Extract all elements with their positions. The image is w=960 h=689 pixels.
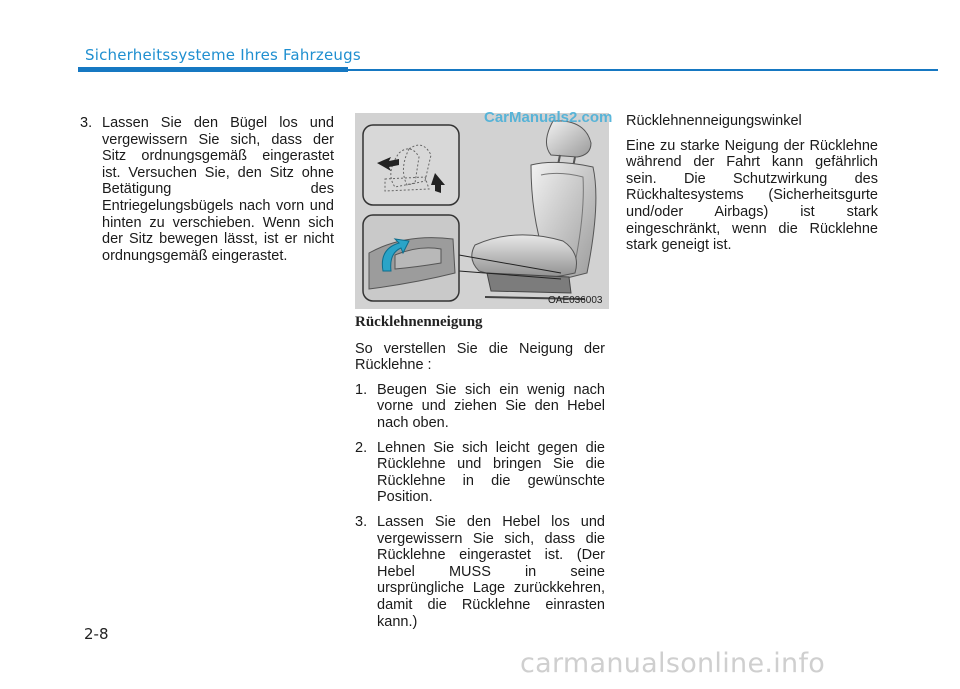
column-middle	[355, 314, 605, 638]
warning-text: Eine zu starke Neigung der Rücklehne während der Fahrt kann gefährlich sein. Die Schutzwirkung des Rückhaltesystems (Sicherheitsgurte und/oder Airbags) ist stark eingeschränkt, wenn die Rücklehne stark geneigt ist.	[626, 137, 878, 254]
figure-code: OAE036003	[548, 295, 603, 306]
figure-watermark: CarManuals2.com	[484, 109, 613, 126]
subsection-title: Rücklehnenneigungswinkel	[626, 113, 802, 129]
footer-watermark: carmanualsonline.info	[520, 648, 826, 679]
step-item	[355, 382, 605, 432]
step-number: 3.	[355, 513, 368, 530]
intro-text: So verstellen Sie die Neigung der Rücklehne :	[355, 340, 605, 374]
seat-drawing	[355, 113, 609, 309]
step-text: Lassen Sie den Bügel los und vergewissern Sie sich, dass der Sitz ordnungsgemäß eingerastet ist. Versuchen Sie, den Sitz ohne Betätigung des Entriegelungsbügels nach vorn und hinten zu verschieben. Wenn sich der Sitz bewegen lässt, ist er nicht ordnungsgemäß eingerastet.	[102, 115, 334, 264]
step-number: 3.	[80, 115, 93, 131]
step-number: 1.	[355, 381, 368, 398]
seat-illustration	[355, 113, 609, 309]
column-left	[80, 115, 334, 272]
header-rule-thin	[348, 69, 938, 71]
step-text: Lehnen Sie sich leicht gegen die Rücklehne und bringen Sie die Rücklehne in die gewünschte Position.	[377, 439, 605, 506]
header-rule-thick	[78, 67, 348, 72]
section-heading: Rücklehnenneigung	[355, 314, 483, 330]
page-number: 2-8	[84, 625, 109, 643]
step-text: Beugen Sie sich ein wenig nach vorne und ziehen Sie den Hebel nach oben.	[377, 381, 605, 431]
step-item	[80, 115, 334, 264]
column-right	[626, 113, 878, 262]
step-number: 2.	[355, 439, 368, 456]
section-title: Sicherheitssysteme Ihres Fahrzeugs	[85, 46, 361, 64]
step-item	[355, 514, 605, 630]
step-item	[355, 440, 605, 506]
step-text: Lassen Sie den Hebel los und vergewissern Sie sich, dass die Rücklehne eingerastet ist. (Der Hebel MUSS in seine ursprüngliche Lage zurückkehren, damit die Rücklehne einrasten kann.)	[377, 513, 605, 630]
